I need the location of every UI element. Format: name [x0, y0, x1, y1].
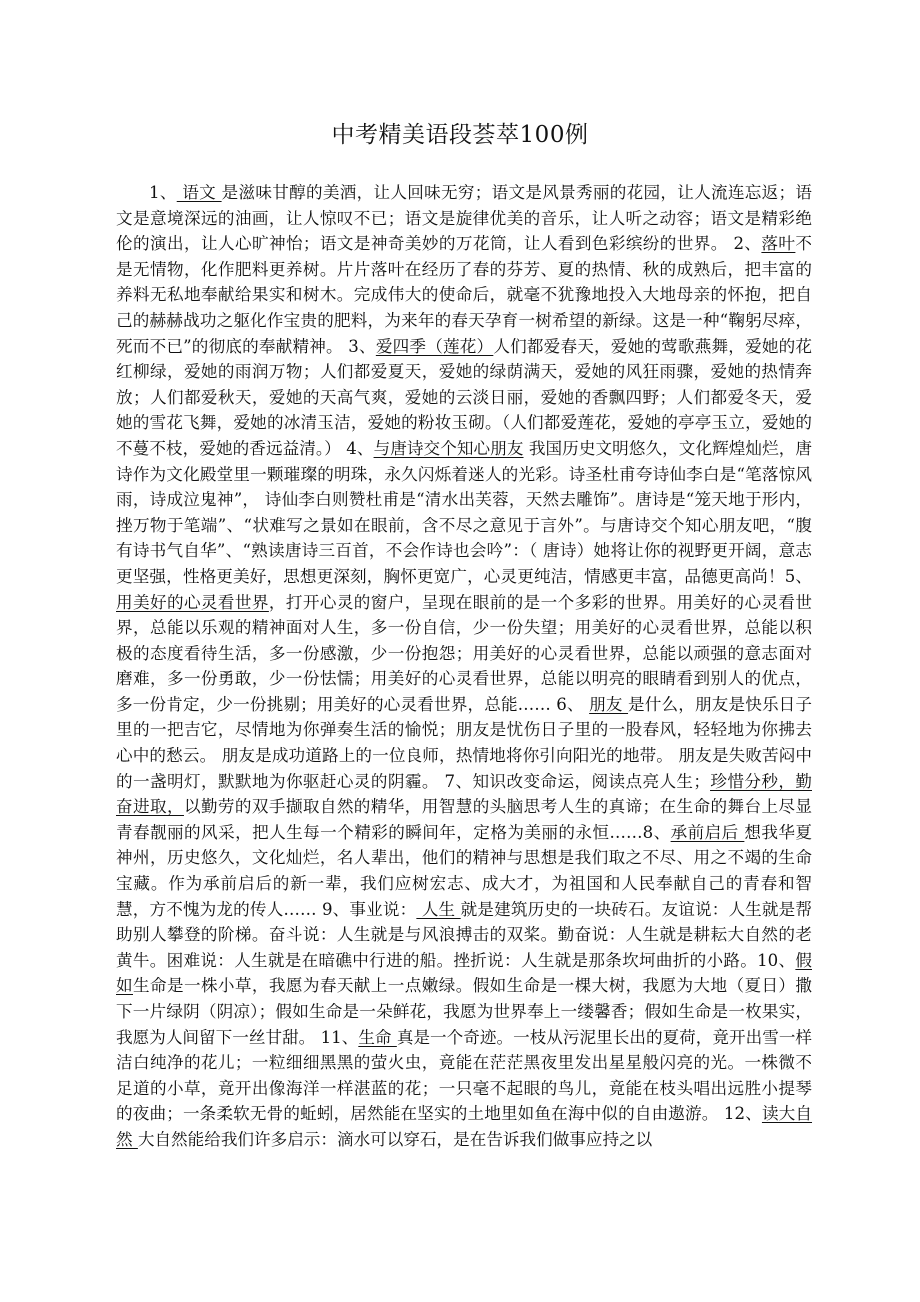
paragraph-text-run: 不是无情物，化作肥料更养树。片片落叶在经历了春的芬芳、夏的热情、秋的成熟后，把丰富的养料无私地奉献给果实和树木。完成伟大的使命后，就毫不犹豫地投入大地母亲的怀抱，把自己的赫赫战功之躯化作宝贵的肥料，为来年的春天孕育一树希望的新绿。这是一种“鞠躬尽瘁，死而不已”的彻底的奉献精神。 3、	[116, 234, 812, 356]
underlined-keyword: 读大自然	[116, 1104, 813, 1149]
underlined-keyword: 语文	[176, 183, 222, 202]
paragraph-text-run: 就是建筑历史的一块砖石。友谊说：人生就是帮助别人攀登的阶梯。奋斗说：人生就是与风浪搏击的双桨。勤奋说：人生就是耕耘大自然的老黄牛。困难说：人生就是在暗礁中行进的船。挫折说：人生就是那条坎坷曲折的小路。10、	[116, 899, 812, 970]
paragraph-text-run: 真是一个奇迹。一枝从污泥里长出的夏荷，竟开出雪一样洁白纯净的花儿；一粒细细黑黑的萤火虫，竟能在茫茫黑夜里发出星星般闪亮的光。一株微不足道的小草，竟开出像海洋一样湛蓝的花；一只毫不起眼的鸟儿，竟能在枝头唱出远胜小提琴的夜曲；一条柔软无骨的蚯蚓，居然能在坚实的土地里如鱼在海中似的自由遨游。 12、	[116, 1027, 813, 1124]
paragraph-text-run: 以勤劳的双手撷取自然的精华，用智慧的头脑思考人生的真谛；在生命的舞台上尽显青春靓丽的风采，把人生每一个精彩的瞬间年，定格为美丽的永恒……8、	[116, 797, 813, 842]
underlined-keyword: 爱四季（莲花）	[375, 336, 494, 356]
underlined-keyword: 生命	[358, 1027, 397, 1047]
underlined-keyword: 珍惜分秒，勤奋进取，	[116, 771, 812, 817]
paragraph-text-run: 生命是一株小草，我愿为春天献上一点嫩绿。假如生命是一棵大树，我愿为大地（夏日）撒下一片绿阴（阴凉）；假如生命是一朵鲜花，我愿为世界奉上一缕馨香；假如生命是一枚果实，我愿为人间留下一丝甘甜。 11、	[116, 976, 813, 1047]
underlined-keyword: 与唐诗交个知心朋友	[373, 438, 524, 458]
underlined-keyword: 朋友	[589, 694, 629, 714]
underlined-keyword: 假如	[116, 950, 812, 996]
underlined-keyword: 承前启后	[670, 822, 745, 842]
underlined-keyword: 人生	[416, 899, 461, 919]
paragraph-text-run: 人们都爱春天，爱她的莺歌燕舞，爱她的花红柳绿，爱她的雨润万物；人们都爱夏天，爱她的绿荫满天，爱她的风狂雨骤，爱她的热情奔放；人们都爱秋天，爱她的天高气爽，爱她的云淡日丽，爱她的香飘四野；人们都爱冬天，爱她的雪花飞舞，爱她的冰清玉洁，爱她的粉妆玉砌。（人们都爱莲花，爱她的亭亭玉立，爱她的不蔓不枝，爱她的香远益清。） 4、	[116, 336, 813, 458]
underlined-keyword: 用美好的心灵看世界	[116, 592, 269, 612]
paragraph-text-run: ，打开心灵的窗户，呈现在眼前的是一个多彩的世界。用美好的心灵看世界，总能以乐观的精神面对人生，多一份自信，少一份失望；用美好的心灵看世界，总能以积极的态度看待生活，多一份感激，少一份抱怨；用美好的心灵看世界，总能以顽强的意志面对磨难，多一份勇敢，少一份怯懦；用美好的心灵看世界，总能以明亮的眼睛看到别人的优点，多一份肯定，少一份挑剔；用美好的心灵看世界，总能…… 6、	[116, 592, 813, 714]
document-title: 中考精美语段荟萃100例	[331, 122, 589, 148]
paragraph-text-run: 想我华夏神州，历史悠久，文化灿烂，名人辈出，他们的精神与思想是我们取之不尽、用之不竭的生命宝藏。作为承前启后的新一辈，我们应树宏志、成大才，为祖国和人民奉献自己的青春和智慧，方不愧为龙的传人…… 9、事业说：	[116, 822, 813, 919]
paragraph-text-run: 大自然能给我们许多启示：滴水可以穿石，是在告诉我们做事应持之以	[137, 1129, 653, 1149]
paragraph-text-run: 1、	[149, 183, 177, 202]
underlined-keyword: 落叶	[761, 234, 796, 254]
paragraph-text-run: 是什么，朋友是快乐日子里的一把吉它，尽情地为你弹奏生活的愉悦；朋友是忧伤日子里的一股春风，轻轻地为你拂去心中的愁云。 朋友是成功道路上的一位良师，热情地将你引向阳光的地带。 朋友是失败苦闷中的一盏明灯，默默地为你驱赶心灵的阴霾。 7、知识改变命运，阅读点亮人生；	[116, 694, 813, 791]
paragraph-text-run: 我国历史文明悠久，文化辉煌灿烂，唐诗作为文化殿堂里一颗璀璨的明珠，永久闪烁着迷人的光彩。诗圣杜甫夸诗仙李白是“笔落惊风雨，诗成泣鬼神”， 诗仙李白则赞杜甫是“清水出芙蓉，天然去雕饰”。唐诗是“笼天地于形内，挫万物于笔端”、“状难写之景如在眼前，含不尽之意见于言外”。与唐诗交个知心朋友吧，“腹有诗书气自华”、“熟读唐诗三百首，不会作诗也会吟”：（ 唐诗）她将让你的视野更开阔，意志更坚强，性格更美好，思想更深刻，胸怀更宽广，心灵更纯洁，情感更丰富，品德更高尚！5、	[116, 438, 813, 586]
body-paragraph	[116, 180, 812, 1153]
paragraph-text-run: 是滋味甘醇的美酒，让人回味无穷；语文是风景秀丽的花园，让人流连忘返；语文是意境深远的油画，让人惊叹不已；语文是旋律优美的音乐，让人听之动容；语文是精彩绝伦的演出，让人心旷神怡；语文是神奇美妙的万花筒，让人看到色彩缤纷的世界。 2、	[116, 183, 812, 254]
